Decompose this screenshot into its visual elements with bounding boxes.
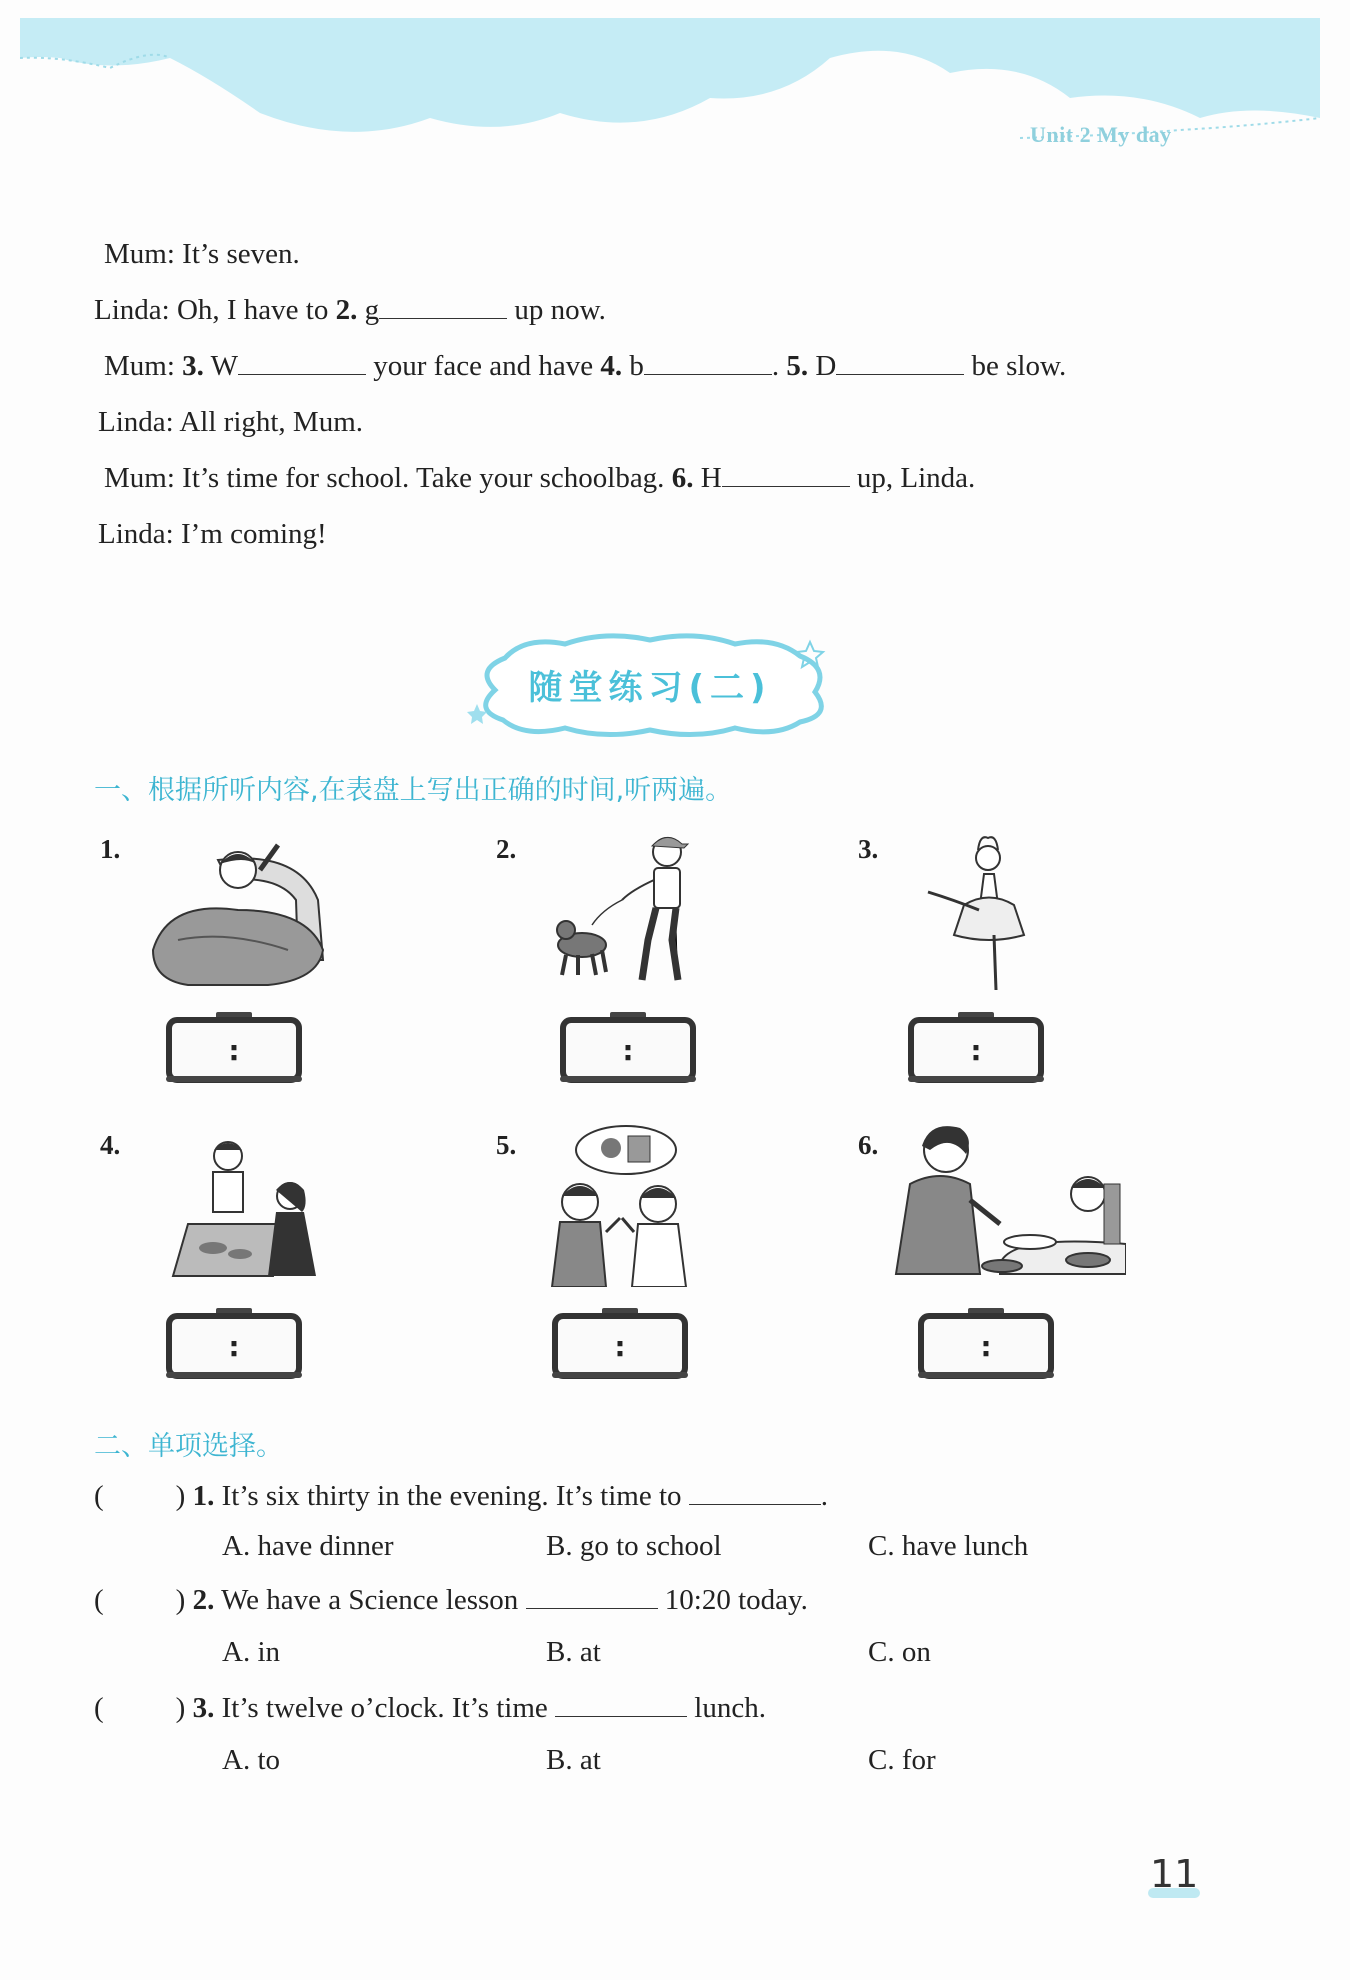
scene-girl-ballet bbox=[924, 830, 1044, 995]
blank-letter: W bbox=[203, 350, 239, 382]
scene-boy-walking-dog bbox=[552, 830, 702, 990]
dialogue-line-3 bbox=[104, 348, 1066, 384]
blank-number: 4. bbox=[600, 350, 623, 382]
part1-heading: 一、根据所听内容,在表盘上写出正确的时间,听两遍。 bbox=[94, 775, 733, 806]
dialogue-text: your face and have bbox=[366, 350, 601, 382]
dialogue-text: It’s seven. bbox=[174, 238, 300, 270]
blank-number: 5. bbox=[786, 350, 809, 382]
speaker: Linda: bbox=[98, 518, 174, 550]
question-text: It’s twelve o’clock. It’s time bbox=[214, 1692, 556, 1724]
clock-colon: : bbox=[622, 1034, 634, 1067]
question-text: lunch. bbox=[687, 1692, 766, 1724]
blank-number: 2. bbox=[335, 294, 358, 326]
speaker: Mum: bbox=[104, 350, 175, 382]
item-number-4: 4. bbox=[100, 1130, 121, 1160]
speaker: Linda: bbox=[94, 294, 170, 326]
fill-blank-4[interactable] bbox=[644, 348, 772, 375]
answer-paren-open[interactable]: ( bbox=[94, 1692, 104, 1724]
question-number: 1. bbox=[192, 1480, 215, 1512]
blank-number: 3. bbox=[182, 350, 204, 382]
question-number: 3. bbox=[192, 1692, 215, 1724]
question-blank bbox=[555, 1690, 687, 1717]
scene-children-playing-clay bbox=[168, 1136, 323, 1286]
fill-blank-6[interactable] bbox=[722, 460, 850, 487]
question-text: 10:20 today. bbox=[657, 1584, 808, 1616]
clock-face-5[interactable] bbox=[552, 1308, 688, 1380]
dialogue-text: I’m coming! bbox=[173, 518, 327, 550]
question-blank bbox=[689, 1478, 821, 1505]
speaker: Mum: bbox=[104, 238, 175, 270]
question-number: 2. bbox=[192, 1584, 215, 1616]
speaker: Linda: bbox=[98, 406, 174, 438]
clock-face-4[interactable] bbox=[166, 1308, 302, 1380]
option-a[interactable]: A. to bbox=[222, 1744, 280, 1776]
clock-face-2[interactable] bbox=[560, 1012, 696, 1084]
blank-number: 6. bbox=[671, 462, 694, 494]
option-c[interactable]: C. have lunch bbox=[868, 1530, 1029, 1562]
dialogue-text: Oh, I have to bbox=[169, 294, 336, 326]
blank-letter: b bbox=[622, 350, 644, 382]
unit-title: My day bbox=[1097, 122, 1172, 147]
question-text: . bbox=[820, 1480, 829, 1512]
question-2 bbox=[94, 1582, 808, 1617]
question-1 bbox=[94, 1478, 828, 1513]
option-b[interactable]: B. go to school bbox=[546, 1530, 722, 1562]
dialogue-line-5 bbox=[104, 460, 975, 496]
fill-blank-5[interactable] bbox=[836, 348, 964, 375]
dialogue-line-2 bbox=[94, 292, 606, 328]
clock-colon: : bbox=[228, 1330, 240, 1363]
dialogue-text: up, Linda. bbox=[849, 462, 976, 494]
answer-paren-open[interactable]: ( bbox=[94, 1584, 104, 1616]
clock-colon: : bbox=[970, 1034, 982, 1067]
option-c[interactable]: C. for bbox=[868, 1744, 936, 1776]
item-number-3: 3. bbox=[858, 834, 879, 864]
question-text: We have a Science lesson bbox=[214, 1584, 526, 1616]
dialogue-text: It’s time for school. Take your schoolbag. bbox=[174, 462, 672, 494]
scene-boy-waking-up bbox=[148, 840, 328, 990]
unit-number: 2 bbox=[1079, 122, 1092, 147]
scene-mother-serving-dinner bbox=[890, 1124, 1126, 1284]
dialogue-text: . bbox=[771, 350, 787, 382]
dialogue-line-4 bbox=[98, 404, 363, 440]
answer-paren-close: ) bbox=[175, 1692, 186, 1724]
option-a[interactable]: A. in bbox=[222, 1636, 280, 1668]
question-blank bbox=[526, 1582, 658, 1609]
blank-letter: H bbox=[693, 462, 722, 494]
question-3 bbox=[94, 1690, 766, 1725]
section-title: 随堂练习(二) bbox=[528, 668, 772, 708]
dialogue-line-6 bbox=[98, 516, 327, 552]
dialogue-line-1 bbox=[104, 236, 300, 272]
item-number-6: 6. bbox=[858, 1130, 879, 1160]
answer-paren-close: ) bbox=[175, 1584, 186, 1616]
answer-paren-close: ) bbox=[175, 1480, 186, 1512]
item-number-2: 2. bbox=[496, 834, 517, 864]
dialogue-text: All right, Mum. bbox=[173, 406, 364, 438]
option-b[interactable]: B. at bbox=[546, 1744, 601, 1776]
clock-colon: : bbox=[614, 1330, 626, 1363]
clock-face-3[interactable] bbox=[908, 1012, 1044, 1084]
unit-label bbox=[1030, 122, 1172, 148]
clock-colon: : bbox=[980, 1330, 992, 1363]
clock-face-6[interactable] bbox=[918, 1308, 1054, 1380]
part2-heading: 二、单项选择。 bbox=[94, 1431, 283, 1462]
speaker: Mum: bbox=[104, 462, 175, 494]
fill-blank-2[interactable] bbox=[379, 292, 507, 319]
answer-paren-open[interactable]: ( bbox=[94, 1480, 104, 1512]
blank-letter: D bbox=[808, 350, 837, 382]
item-number-5: 5. bbox=[496, 1130, 517, 1160]
dialogue-text: be slow. bbox=[964, 350, 1067, 382]
option-b[interactable]: B. at bbox=[546, 1636, 601, 1668]
page-number: 11 bbox=[1150, 1852, 1199, 1896]
scene-boys-talking-sports bbox=[546, 1122, 696, 1287]
clock-colon: : bbox=[228, 1034, 240, 1067]
option-c[interactable]: C. on bbox=[868, 1636, 931, 1668]
fill-blank-3[interactable] bbox=[238, 348, 366, 375]
dialogue-text: up now. bbox=[507, 294, 606, 326]
unit-prefix: Unit bbox=[1030, 122, 1074, 147]
option-a[interactable]: A. have dinner bbox=[222, 1530, 394, 1562]
item-number-1: 1. bbox=[100, 834, 121, 864]
question-text: It’s six thirty in the evening. It’s time to bbox=[214, 1480, 689, 1512]
clock-face-1[interactable] bbox=[166, 1012, 302, 1084]
blank-letter: g bbox=[357, 294, 380, 326]
